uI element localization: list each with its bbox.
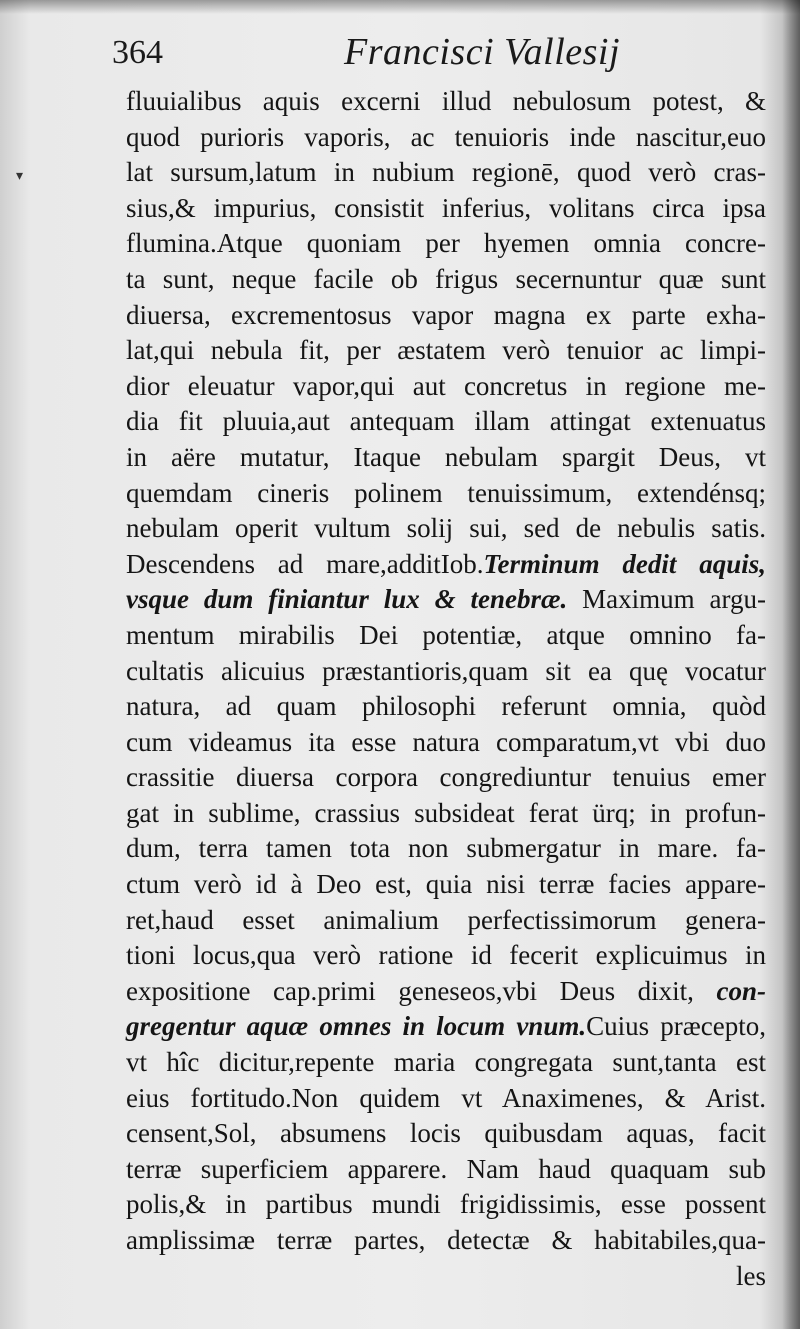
text-line: diuersa, excrementosus vapor magna ex parte exha- (126, 299, 766, 330)
text-line: ctum verò id à Deo est, quia nisi terræ facies appare- (126, 869, 766, 900)
text-line: in aëre mutatur, Itaque nebulam spargit Deus, vt (126, 441, 766, 472)
text-segment: expositione cap.primi geneseos,vbi Deus dixit, (126, 975, 694, 1006)
text-line: eius fortitudo.Non quidem vt Anaximenes, & Arist. (126, 1082, 766, 1113)
text-line: terræ superficiem apparere. Nam haud quaquam sub (126, 1153, 766, 1184)
text-line-mixed (126, 547, 766, 583)
text-segment: Cuius præcepto, (586, 1011, 766, 1042)
text-line: vt hîc dicitur,repente maria congregata sunt,tanta est (126, 1047, 766, 1078)
text-line: mentum mirabilis Dei potentiæ, atque omnino fa- (126, 619, 766, 650)
running-title: Francisci Vallesij (344, 31, 621, 73)
text-line: gat in sublime, crassius subsideat ferat ürq; in profun- (126, 797, 766, 828)
text-line: cultatis alicuius præstantioris,quam sit ea quę vocatur (126, 655, 766, 686)
text-line: amplissimæ terræ partes, detectæ & habitabiles,qua- (126, 1225, 766, 1255)
text-line: dior eleuatur vapor,qui aut concretus in regione me- (126, 370, 766, 401)
italic-quote: vsque dum finiantur lux & tenebræ. (126, 584, 568, 615)
text-line: nebulam operit vultum solij sui, sed de nebulis satis. (126, 513, 766, 544)
text-line-mixed (126, 974, 766, 1010)
text-line: dum, terra tamen tota non submergatur in mare. fa- (126, 833, 766, 864)
text-line: tioni locus,qua verò ratione id fecerit explicuimus in (126, 940, 766, 971)
italic-quote: gregentur aquæ omnes in locum vnum. (126, 1011, 587, 1042)
text-line: quemdam cineris polinem tenuissimum, extendénsq; (126, 477, 766, 508)
gutter-shadow (782, 0, 800, 1329)
text-segment: Maximum argu- (582, 584, 766, 615)
text-line: flumina.Atque quoniam per hyemen omnia concre- (126, 228, 766, 259)
text-line: ret,haud esset animalium perfectissimorum genera- (126, 904, 766, 935)
text-line-mixed (126, 582, 766, 618)
text-line: lat,qui nebula fit, per æstatem verò tenuior ac limpi- (126, 335, 766, 366)
page-number: 364 (112, 34, 163, 71)
page-header (112, 30, 752, 80)
top-edge-shadow (0, 0, 800, 14)
text-line: quod purioris vaporis, ac tenuioris inde nascitur,euo (126, 121, 766, 152)
text-line: sius,& impurius, consistit inferius, volitans circa ipsa (126, 192, 766, 223)
text-line: natura, ad quam philosophi referunt omnia, quòd (126, 691, 766, 722)
text-line: polis,& in partibus mundi frigidissimis, esse possent (126, 1189, 766, 1220)
text-line: ta sunt, neque facile ob frigus secernuntur quæ sunt (126, 263, 766, 294)
text-line: dia fit pluuia,aut antequam illam attingat extenuatus (126, 406, 766, 437)
text-line: censent,Sol, absumens locis quibusdam aquas, facit (126, 1118, 766, 1149)
italic-quote: con- (716, 975, 767, 1006)
margin-mark: ▾ (16, 168, 24, 184)
catchword: les (736, 1260, 766, 1291)
body-text (126, 84, 766, 1294)
text-line: crassitie diuersa corpora congrediuntur tenuius emer (126, 762, 766, 793)
text-line-mixed (126, 1009, 766, 1045)
text-line: fluuialibus aquis excerni illud nebulosum potest, & (126, 86, 766, 116)
text-line: lat sursum,latum in nubium regionē, quod verò cras- (126, 157, 766, 188)
text-segment: Descendens ad mare,additIob. (126, 548, 484, 579)
italic-quote: Terminum dedit aquis, (483, 548, 766, 579)
text-line: cum videamus ita esse natura comparatum,vt vbi duo (126, 726, 766, 757)
